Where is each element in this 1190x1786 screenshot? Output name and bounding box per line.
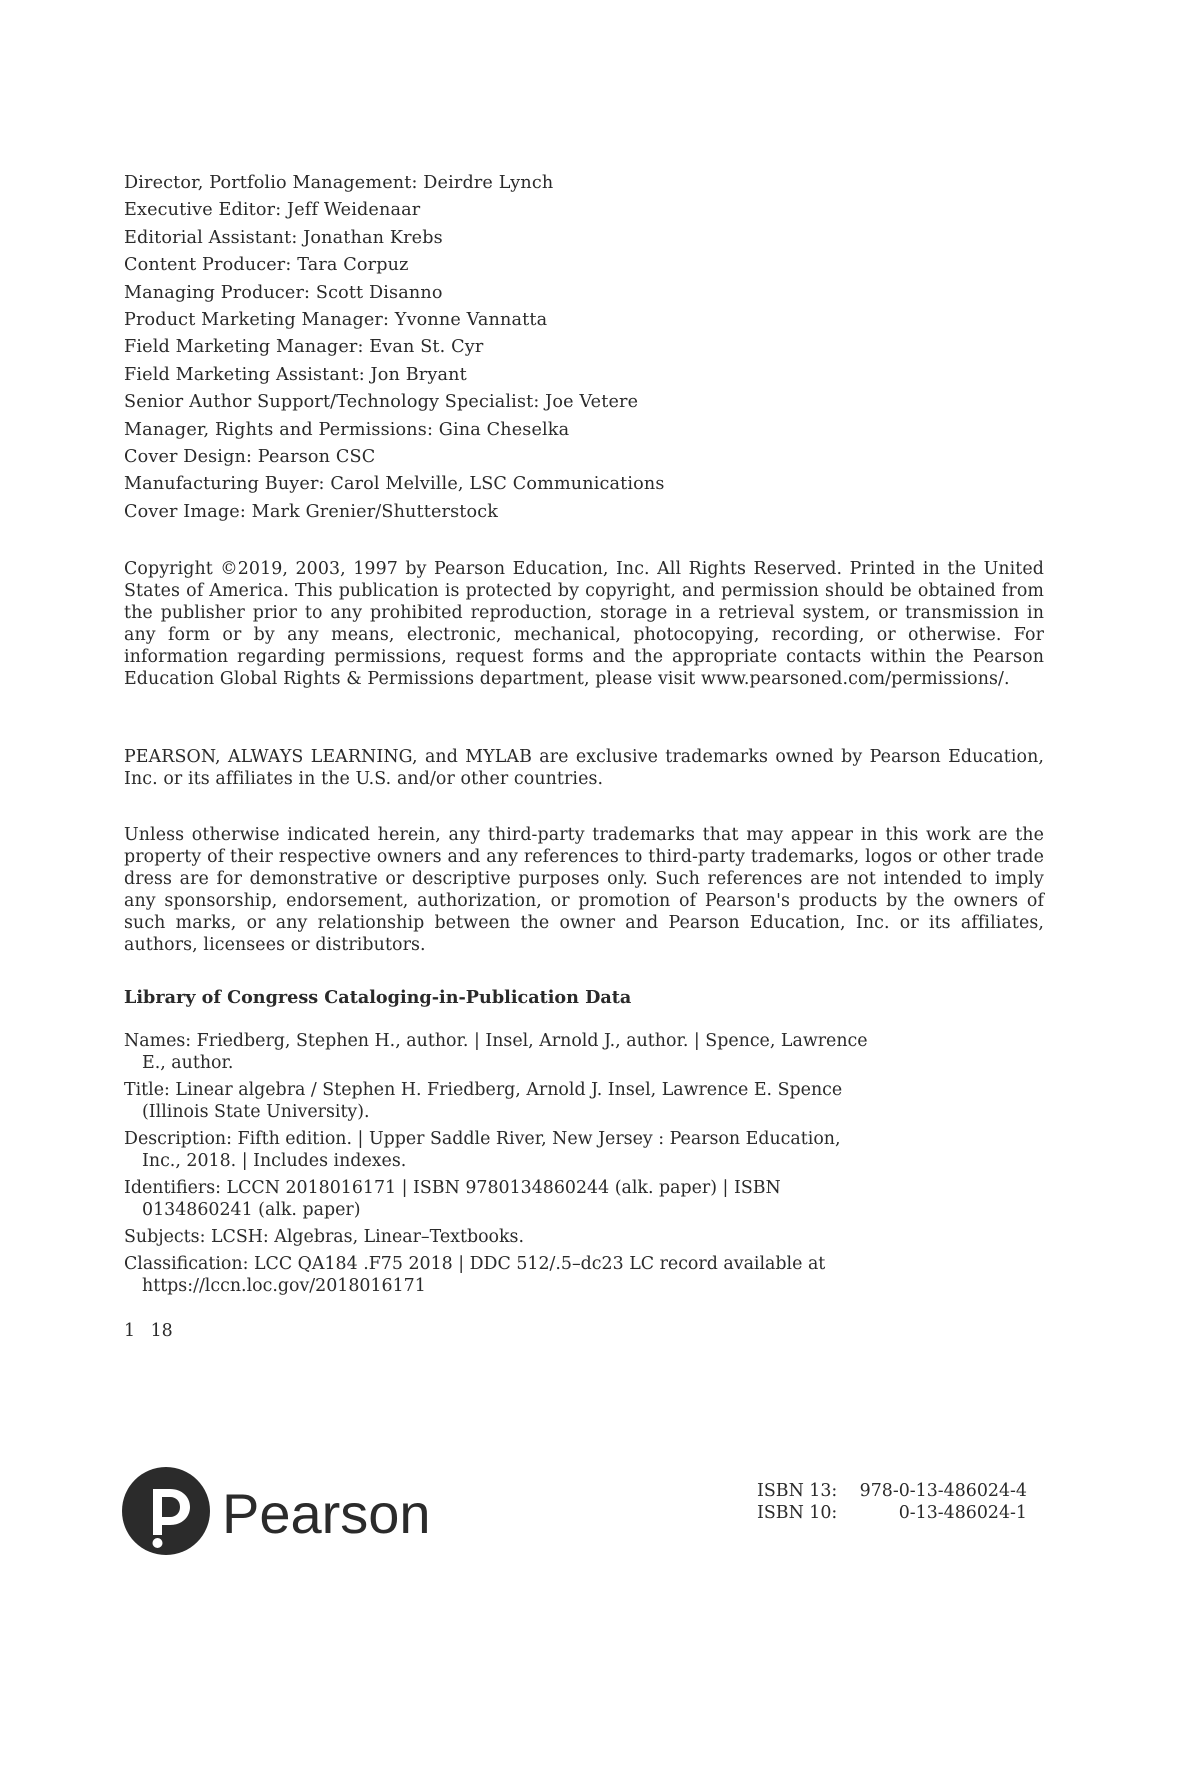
credit-line: Senior Author Support/Technology Specialist: Joe Vetere [124, 392, 639, 413]
credit-line: Executive Editor: Jeff Weidenaar [124, 200, 421, 221]
credit-line: Content Producer: Tara Corpuz [124, 255, 409, 276]
credit-line: Managing Producer: Scott Disanno [124, 282, 443, 303]
cip-names: Names: Friedberg, Stephen H., author. | Insel, Arnold J., author. | Spence, Lawrence E., author. [124, 1031, 868, 1073]
isbn13-value: 978-0-13-486024-4 [859, 1481, 1027, 1501]
cip-heading: Library of Congress Cataloging-in-Publication Data [124, 987, 632, 1008]
isbn10-row [757, 1502, 1027, 1524]
cip-identifiers: Identifiers: LCCN 2018016171 | ISBN 9780134860244 (alk. paper) | ISBN 0134860241 (alk. paper) [124, 1178, 781, 1220]
credit-line: Field Marketing Manager: Evan St. Cyr [124, 337, 484, 358]
cip-data [124, 1030, 884, 1302]
print-line: 1 18 [124, 1321, 173, 1341]
credit-line: Manager, Rights and Permissions: Gina Cheselka [124, 419, 570, 440]
isbn13-row [757, 1480, 1027, 1502]
cip-description: Description: Fifth edition. | Upper Saddle River, New Jersey : Pearson Education, Inc., 2018. | Includes indexes. [124, 1129, 841, 1171]
credit-line: Manufacturing Buyer: Carol Melville, LSC Communications [124, 474, 665, 495]
credit-line: Field Marketing Assistant: Jon Bryant [124, 364, 467, 385]
third-party-notice: Unless otherwise indicated herein, any third-party trademarks that may appear in this work are the property of their respective owners and any references to third-party trademarks, logos or other trade dress are for demonstrative or descriptive purposes only. Such references are not intended to imply any sponsorship, endorsement, authorization, or promotion of Pearson's products by the owners of such marks, or any relationship between the owner and Pearson Education, Inc. or its affiliates, authors, licensees or distributors. [124, 825, 1044, 955]
credit-line: Cover Image: Mark Grenier/Shutterstock [124, 501, 499, 522]
production-credits [124, 170, 1044, 526]
pearson-logo [120, 1465, 440, 1557]
isbn13-label: ISBN 13: [757, 1481, 838, 1501]
credit-line: Editorial Assistant: Jonathan Krebs [124, 227, 443, 248]
pearson-wordmark: Pearson [222, 1482, 431, 1545]
isbn-block [757, 1480, 1027, 1524]
credit-line: Product Marketing Manager: Yvonne Vannatta [124, 309, 548, 330]
copyright-notice: Copyright ©2019, 2003, 1997 by Pearson Education, Inc. All Rights Reserved. Printed in the United States of America. This publication is protected by copyright, and permission should be obtained from the publisher prior to any prohibited reproduction, storage in a retrieval system, or transmission in any form or by any means, electronic, mechanical, photocopying, recording, or otherwise. For information regarding permissions, request forms and the appropriate contacts within the Pearson Education Global Rights & Permissions department, please visit www.pearsoned.com/permissions/. [124, 559, 1044, 689]
pearson-logo-icon [122, 1467, 210, 1555]
trademark-notice: PEARSON, ALWAYS LEARNING, and MYLAB are exclusive trademarks owned by Pearson Education, Inc. or its affiliates in the U.S. and/or other countries. [124, 747, 1044, 789]
credit-line: Cover Design: Pearson CSC [124, 446, 376, 467]
isbn10-value: 0-13-486024-1 [898, 1503, 1027, 1523]
cip-subjects: Subjects: LCSH: Algebras, Linear–Textbooks. [124, 1227, 525, 1247]
credit-line: Director, Portfolio Management: Deirdre Lynch [124, 173, 554, 193]
isbn10-label: ISBN 10: [757, 1503, 838, 1523]
cip-title: Title: Linear algebra / Stephen H. Friedberg, Arnold J. Insel, Lawrence E. Spence (Illinois State University). [124, 1080, 843, 1122]
cip-classification: Classification: LCC QA184 .F75 2018 | DDC 512/.5–dc23 LC record available at https://lccn.loc.gov/2018016171 [124, 1254, 826, 1296]
